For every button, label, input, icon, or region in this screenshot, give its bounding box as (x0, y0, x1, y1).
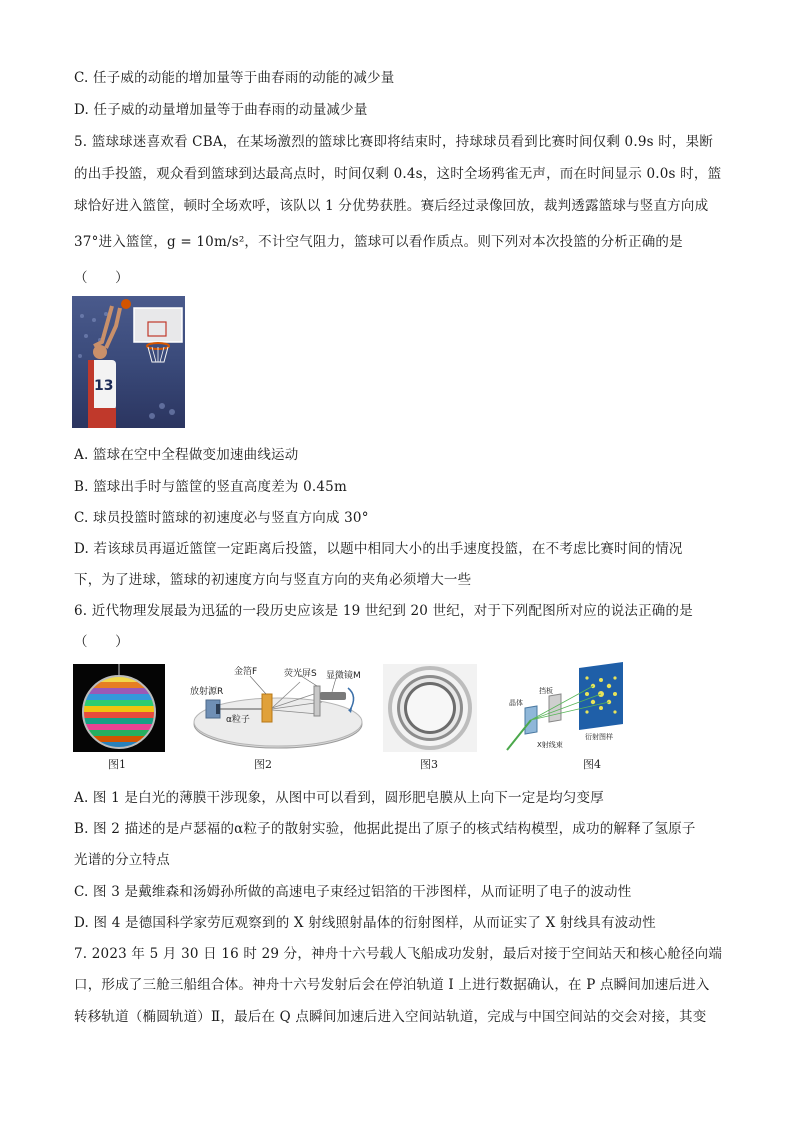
q6-answer-bracket: （ ） (74, 634, 129, 650)
figure-1-soap-film (73, 664, 165, 752)
caption-figure-2: 图2 (254, 758, 272, 771)
q5-option-a: A. 篮球在空中全程做变加速曲线运动 (74, 447, 299, 463)
label-plate: 挡板 (539, 687, 553, 695)
label-alpha-particle: α粒子 (226, 715, 250, 725)
q5-option-b: B. 篮球出手时与篮筐的竖直高度差为 0.45m (74, 479, 347, 495)
figure-4-xray-diffraction (505, 662, 629, 754)
q6-option-b-line-2: 光谱的分立特点 (74, 852, 170, 868)
figure-2-alpha-scattering (190, 662, 368, 754)
caption-figure-1: 图1 (108, 758, 126, 771)
q5-option-d-line-1: D. 若该球员再逼近篮筐一定距离后投篮，以题中相同大小的出手速度投篮，在不考虑比赛时间的情况 (74, 541, 683, 557)
jersey-number: 13 (94, 378, 114, 394)
label-source: 放射源R (190, 687, 224, 697)
label-diffraction-pattern: 衍射图样 (585, 733, 613, 741)
q5-option-c: C. 球员投篮时篮球的初速度必与竖直方向成 30° (74, 510, 369, 526)
label-gold-foil: 金箔F (234, 667, 258, 677)
q7-stem-line-2: 口，形成了三舱三船组合体。神舟十六号发射后会在停泊轨道 Ⅰ 上进行数据确认，在 P 点瞬间加速后进入 (74, 977, 710, 993)
q6-option-a: A. 图 1 是白光的薄膜干涉现象，从图中可以看到，圆形肥皂膜从上向下一定是均匀变厚 (74, 790, 604, 806)
q5-stem-line-4: 37°进入篮筐，g = 10m/s²，不计空气阻力，篮球可以看作质点。则下列对本次投篮的分析正确的是 (74, 234, 683, 250)
label-xray-beam: X射线束 (537, 741, 563, 749)
q7-stem-line-3: 转移轨道（椭圆轨道）Ⅱ，最后在 Q 点瞬间加速后进入空间站轨道，完成与中国空间站的交会对接，其变 (74, 1009, 707, 1025)
q5-option-d-line-2: 下，为了进球，篮球的初速度方向与竖直方向的夹角必须增大一些 (74, 572, 472, 588)
q4-option-d: D. 任子威的动量增加量等于曲春雨的动量减少量 (74, 102, 368, 118)
q5-answer-bracket: （ ） (74, 270, 129, 286)
caption-figure-3: 图3 (420, 758, 438, 771)
basketball-photo (72, 296, 185, 428)
q4-option-c: C. 任子威的动能的增加量等于曲春雨的动能的减少量 (74, 70, 395, 86)
caption-figure-4: 图4 (583, 758, 601, 771)
q7-stem-line-1: 7. 2023 年 5 月 30 日 16 时 29 分，神舟十六号载人飞船成功发射，最后对接于空间站天和核心舱径向端 (74, 946, 723, 962)
q5-stem-line-1: 5. 篮球球迷喜欢看 CBA，在某场激烈的篮球比赛即将结束时，持球球员看到比赛时间仅剩 0.9s 时，果断 (74, 134, 714, 150)
q6-option-d: D. 图 4 是德国科学家劳厄观察到的 X 射线照射晶体的衍射图样，从而证实了 X 射线具有波动性 (74, 915, 656, 931)
q6-stem-line-1: 6. 近代物理发展最为迅猛的一段历史应该是 19 世纪到 20 世纪，对于下列配图所对应的说法正确的是 (74, 603, 693, 619)
label-crystal: 晶体 (509, 699, 523, 707)
figure-3-electron-diffraction (383, 664, 477, 752)
q6-option-c: C. 图 3 是戴维森和汤姆孙所做的高速电子束经过铝箔的干涉图样，从而证明了电子的波动性 (74, 884, 632, 900)
label-microscope: 显微镜M (326, 671, 361, 681)
q6-option-b-line-1: B. 图 2 描述的是卢瑟福的α粒子的散射实验，他据此提出了原子的核式结构模型，成功的解释了氢原子 (74, 821, 696, 837)
label-screen: 荧光屏S (284, 669, 317, 679)
q5-stem-line-2: 的出手投篮，观众看到篮球到达最高点时，时间仅剩 0.4s，这时全场鸦雀无声，而在时间显示 0.0s 时，篮 (74, 166, 722, 182)
q5-stem-line-3: 球恰好进入篮筐，顿时全场欢呼，该队以 1 分优势获胜。赛后经过录像回放，裁判透露篮球与竖直方向成 (74, 198, 709, 214)
